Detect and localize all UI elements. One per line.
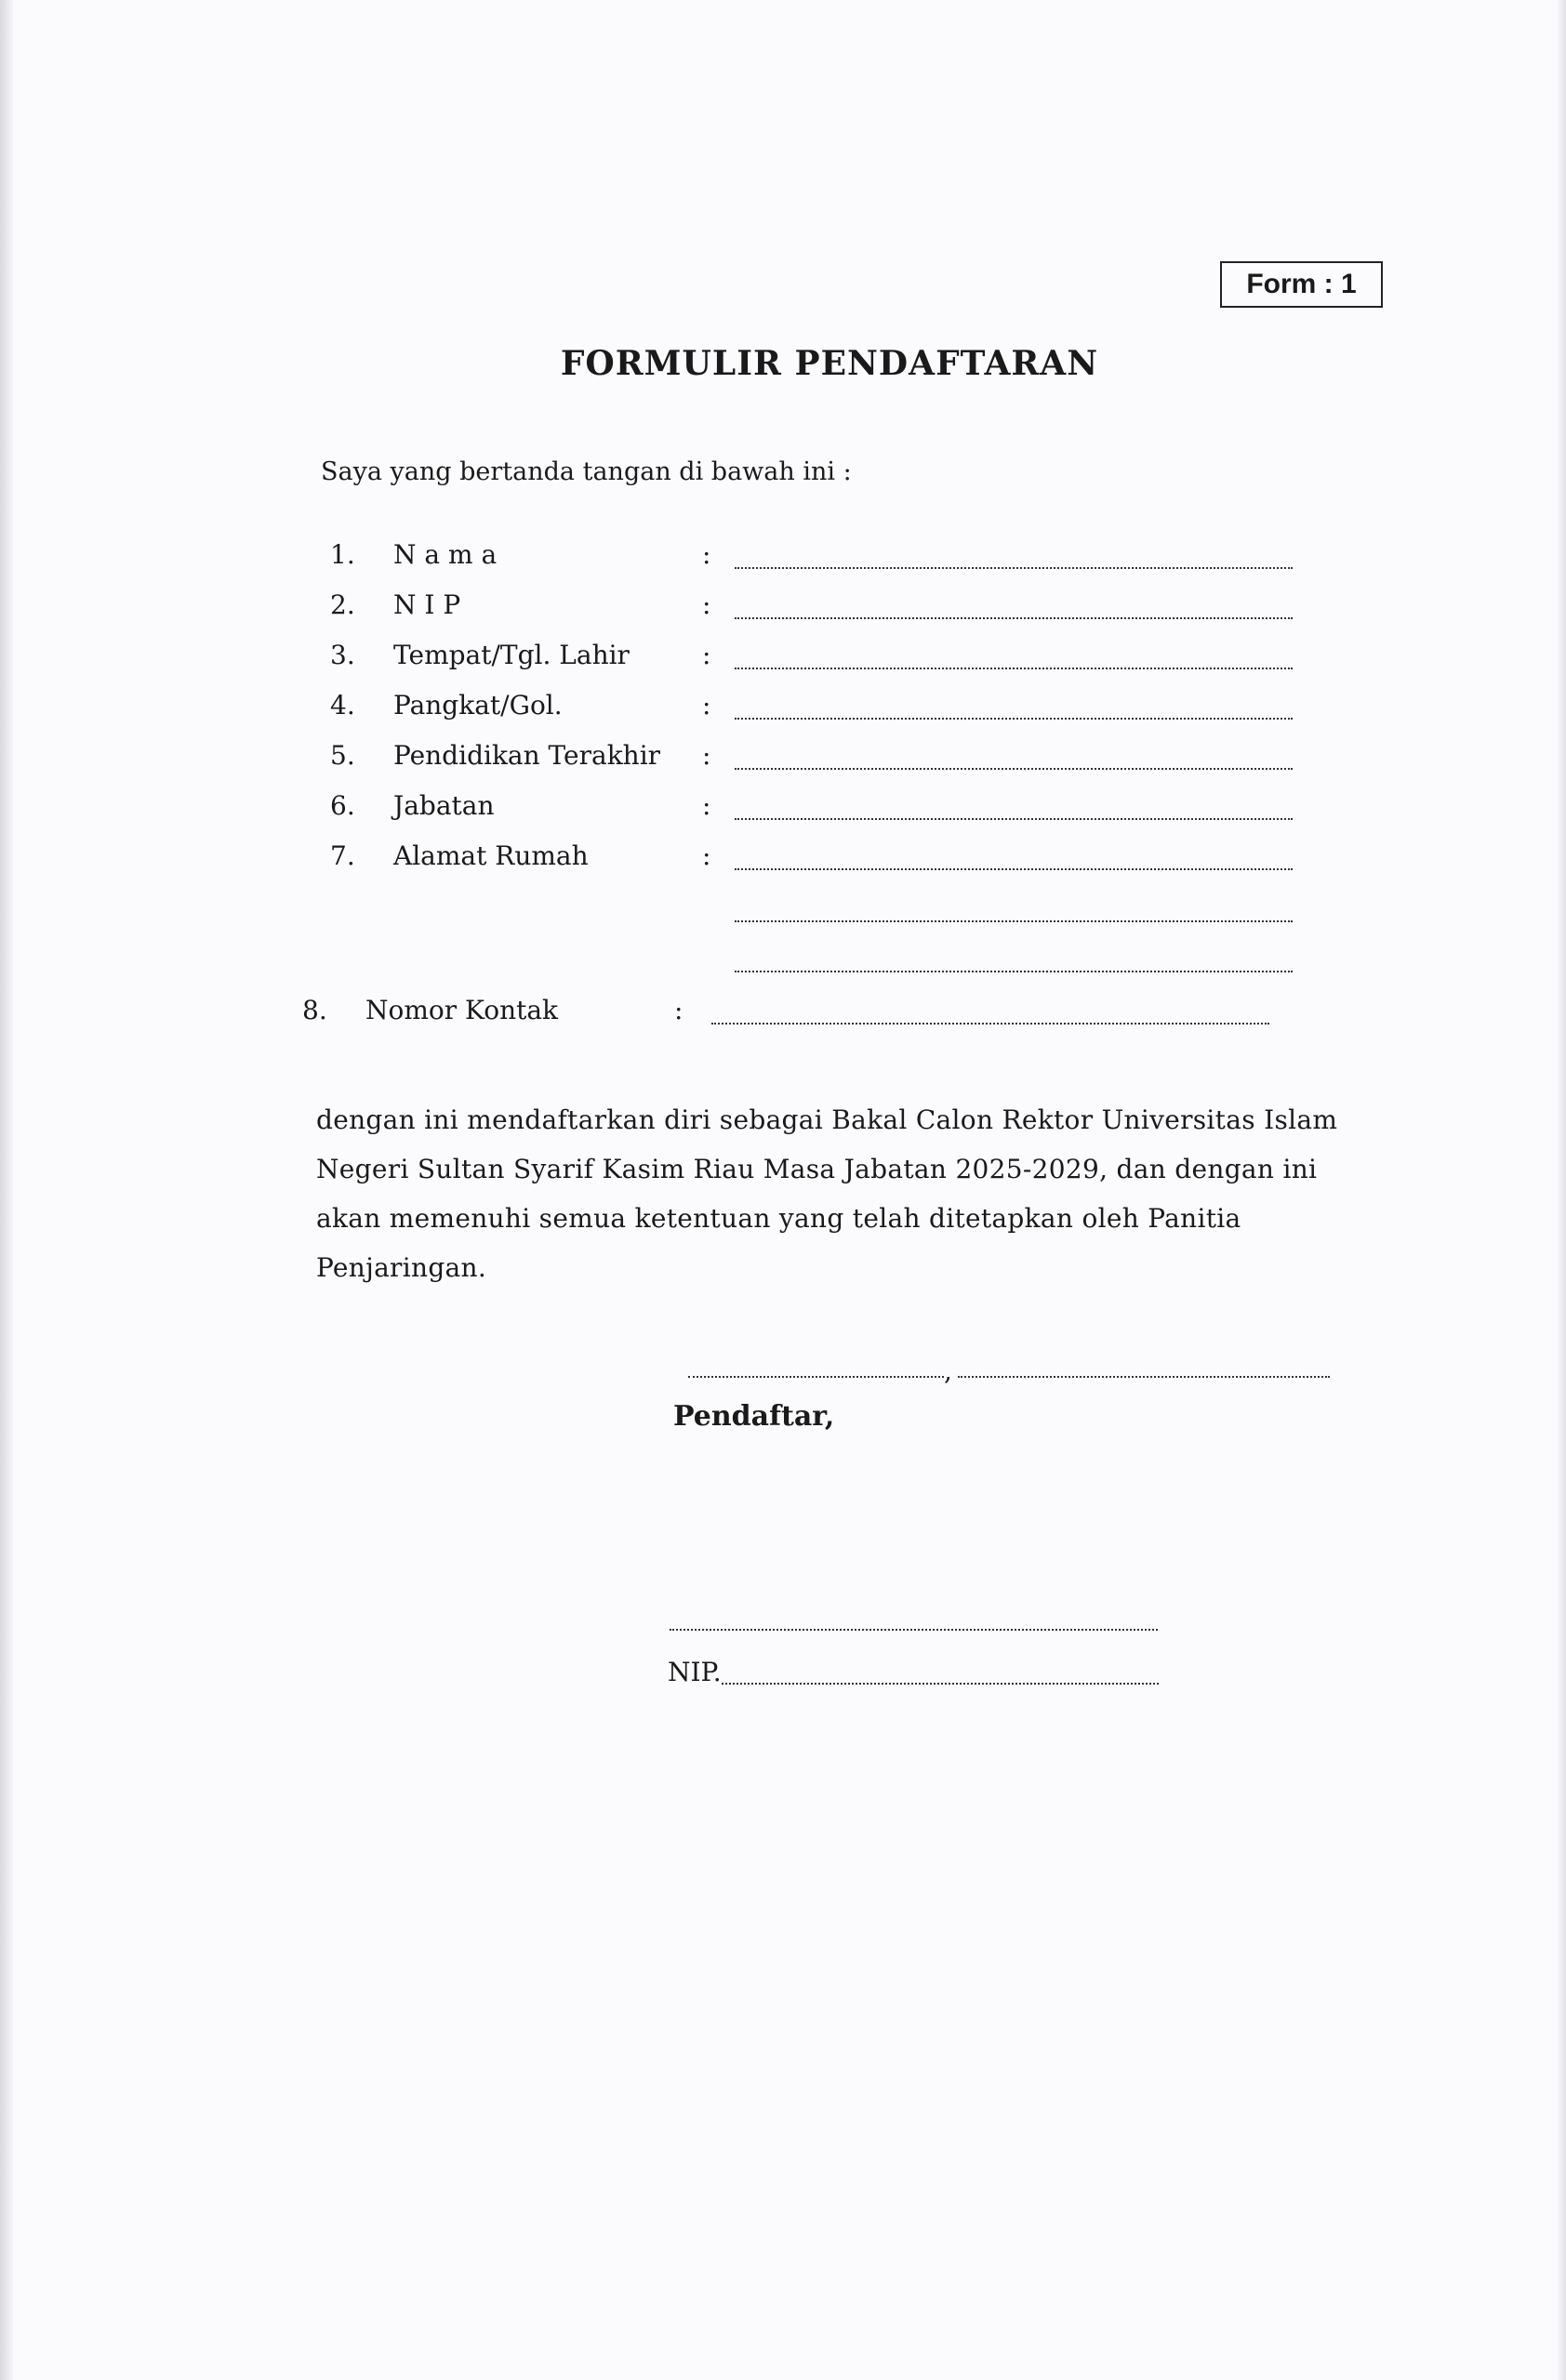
signer-label: Pendaftar, bbox=[673, 1400, 835, 1433]
date-comma: , bbox=[944, 1355, 952, 1386]
field-row-nama bbox=[330, 539, 1353, 576]
field-colon: : bbox=[674, 995, 683, 1025]
field-colon: : bbox=[702, 740, 711, 771]
field-label-nama: N a m a bbox=[393, 539, 498, 570]
signature-nip-line bbox=[668, 1657, 1161, 1694]
field-colon: : bbox=[702, 640, 711, 670]
field-row-pangkat-gol bbox=[330, 690, 1353, 727]
signature-name-input[interactable] bbox=[670, 1629, 1158, 1631]
field-number: 2. bbox=[330, 589, 355, 620]
field-number: 5. bbox=[330, 740, 355, 771]
field-input-tempat-tgl-lahir[interactable] bbox=[735, 668, 1293, 669]
field-row-tempat-tgl-lahir bbox=[330, 640, 1353, 677]
field-label-pendidikan-terakhir: Pendidikan Terakhir bbox=[393, 740, 661, 771]
field-row-pendidikan-terakhir bbox=[330, 740, 1353, 777]
field-number: 7. bbox=[330, 840, 355, 871]
field-colon: : bbox=[702, 539, 711, 570]
nip-label: NIP. bbox=[668, 1657, 722, 1687]
field-input-alamat-rumah-line-2[interactable] bbox=[735, 920, 1293, 922]
field-label-nip: N I P bbox=[393, 589, 461, 620]
field-label-pangkat-gol: Pangkat/Gol. bbox=[393, 690, 563, 721]
field-input-alamat-rumah[interactable] bbox=[735, 868, 1293, 870]
field-label-jabatan: Jabatan bbox=[393, 790, 495, 821]
field-row-alamat-rumah bbox=[330, 840, 1353, 878]
field-row-jabatan bbox=[330, 790, 1353, 827]
field-colon: : bbox=[702, 840, 711, 871]
field-input-nama[interactable] bbox=[735, 567, 1293, 569]
page-title: FORMULIR PENDAFTARAN bbox=[560, 344, 1099, 383]
declaration-paragraph: dengan ini mendaftarkan diri sebagai Bakal Calon Rektor Universitas Islam Negeri Sultan Syarif Kasim Riau Masa Jabatan 2025-2029, dan dengan ini akan memenuhi semua ketentuan yang telah ditetapkan oleh Panitia Penjaringan. bbox=[316, 1104, 1338, 1283]
field-input-nomor-kontak[interactable] bbox=[711, 1023, 1269, 1025]
field-colon: : bbox=[702, 690, 711, 721]
field-label-tempat-tgl-lahir: Tempat/Tgl. Lahir bbox=[393, 640, 630, 670]
intro-text: Saya yang bertanda tangan di bawah ini : bbox=[321, 457, 852, 486]
field-input-pendidikan-terakhir[interactable] bbox=[735, 768, 1293, 770]
form-number-badge: Form : 1 bbox=[1220, 261, 1383, 308]
field-input-nip[interactable] bbox=[735, 617, 1293, 619]
field-colon: : bbox=[702, 589, 711, 620]
field-input-pangkat-gol[interactable] bbox=[735, 718, 1293, 720]
field-number: 3. bbox=[330, 640, 355, 670]
field-number: 4. bbox=[330, 690, 355, 721]
place-input[interactable] bbox=[688, 1376, 944, 1378]
field-input-alamat-rumah-line-3[interactable] bbox=[735, 971, 1293, 972]
signature-nip-input[interactable] bbox=[722, 1683, 1159, 1685]
field-row-nip bbox=[330, 589, 1353, 627]
field-row-nomor-kontak bbox=[302, 995, 1325, 1032]
place-date-line bbox=[688, 1355, 1330, 1386]
field-input-jabatan[interactable] bbox=[735, 818, 1293, 820]
field-number: 8. bbox=[302, 995, 327, 1025]
field-label-alamat-rumah: Alamat Rumah bbox=[393, 840, 589, 871]
field-number: 6. bbox=[330, 790, 355, 821]
field-colon: : bbox=[702, 790, 711, 821]
date-input[interactable] bbox=[958, 1376, 1330, 1378]
field-number: 1. bbox=[330, 539, 355, 570]
field-label-nomor-kontak: Nomor Kontak bbox=[365, 995, 559, 1025]
